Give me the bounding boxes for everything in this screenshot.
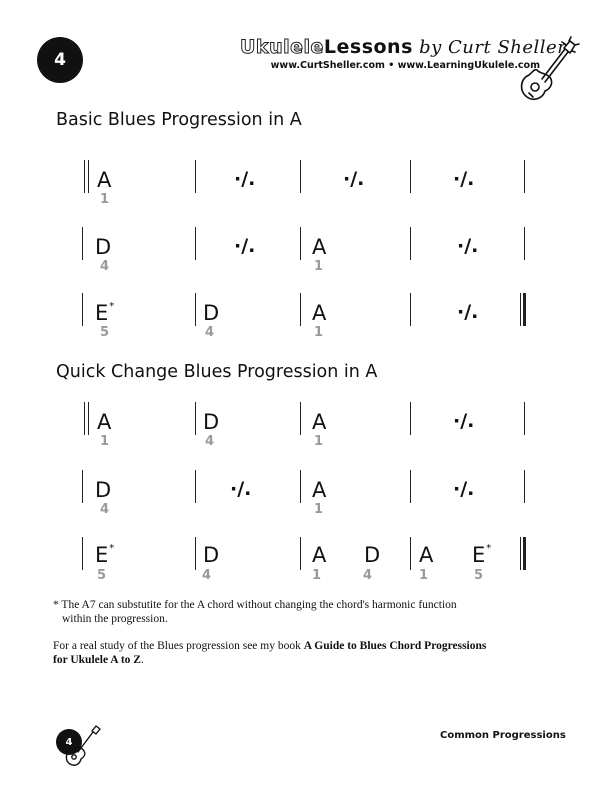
footnote — [53, 598, 563, 626]
footer-section-label: Common Progressions — [440, 730, 566, 741]
barline — [524, 470, 525, 503]
chord-number: 1 — [314, 259, 324, 274]
barline — [300, 402, 301, 435]
barline — [195, 160, 196, 193]
book-reference — [53, 639, 573, 667]
chord-number: 5 — [100, 325, 110, 340]
chord-a: A — [97, 410, 112, 434]
barline — [524, 402, 525, 435]
barline — [410, 537, 411, 570]
barline — [82, 537, 83, 570]
barline — [195, 293, 196, 326]
section-title-quick-change: Quick Change Blues Progression in A — [56, 362, 378, 382]
barline — [300, 227, 301, 260]
barline — [300, 537, 301, 570]
chord-number: 4 — [205, 325, 215, 340]
ukulele-logo-icon — [515, 35, 581, 105]
barline — [524, 227, 525, 260]
chord-a: A — [312, 543, 327, 567]
brand-title — [240, 36, 567, 58]
double-barline — [84, 402, 89, 435]
barline — [195, 402, 196, 435]
chord-number: 1 — [100, 434, 110, 449]
repeat-sign: ·/. — [453, 410, 475, 432]
chord-d: D — [95, 478, 112, 502]
repeat-sign: ·/. — [343, 168, 365, 190]
brand-ukulele: Ukulele — [240, 36, 324, 58]
book-title-line-2: for Ukulele A to Z — [53, 654, 141, 666]
brand-author: by Curt Sheller — [412, 37, 567, 58]
chord-d: D — [95, 235, 112, 259]
footnote-line-2: within the progression. — [62, 613, 168, 625]
chord-number: 4 — [100, 259, 110, 274]
repeat-sign: ·/. — [234, 168, 256, 190]
book-title-line-1: A Guide to Blues Chord Progressions — [303, 640, 487, 652]
barline — [195, 227, 196, 260]
barline — [195, 537, 196, 570]
page-number: 4 — [54, 50, 66, 70]
chord-a: A — [312, 410, 327, 434]
barline — [82, 227, 83, 260]
chord-d: D — [203, 543, 220, 567]
chord-e-star: E* — [95, 543, 115, 567]
chord-a: A — [312, 301, 327, 325]
chord-d: D — [203, 410, 220, 434]
final-barline — [520, 537, 526, 570]
barline — [410, 402, 411, 435]
barline — [195, 470, 196, 503]
barline — [524, 160, 525, 193]
chord-a: A — [312, 478, 327, 502]
chord-a: A — [419, 543, 434, 567]
barline — [410, 293, 411, 326]
chord-number: 1 — [314, 434, 324, 449]
chord-number: 4 — [363, 568, 373, 583]
footer-page-number: 4 — [65, 736, 73, 748]
double-barline — [84, 160, 89, 193]
footer-page-badge — [56, 729, 82, 755]
chord-number: 4 — [205, 434, 215, 449]
barline — [300, 160, 301, 193]
book-reference-prefix: For a real study of the Blues progression see my book — [53, 640, 304, 652]
barline — [82, 470, 83, 503]
chord-number: 5 — [474, 568, 484, 583]
repeat-sign: ·/. — [457, 301, 479, 323]
chord-number: 1 — [100, 192, 110, 207]
repeat-sign: ·/. — [230, 478, 252, 500]
repeat-sign: ·/. — [453, 478, 475, 500]
chord-a: A — [312, 235, 327, 259]
repeat-sign: ·/. — [457, 235, 479, 257]
chord-a: A — [97, 168, 112, 192]
barline — [410, 470, 411, 503]
final-barline — [520, 293, 526, 326]
footnote-star: * — [53, 599, 59, 611]
brand-lessons: Lessons — [323, 36, 413, 58]
section-title-basic-blues: Basic Blues Progression in A — [56, 110, 302, 130]
chord-e-star: E* — [472, 543, 492, 567]
book-reference-suffix: . — [140, 654, 144, 666]
barline — [410, 227, 411, 260]
chord-d: D — [203, 301, 220, 325]
footnote-line-1: The A7 can substutite for the A chord without changing the chord's harmonic function — [58, 599, 457, 611]
chord-e-star: E* — [95, 301, 115, 325]
chord-number: 1 — [419, 568, 429, 583]
chord-d: D — [364, 543, 381, 567]
barline — [82, 293, 83, 326]
chord-number: 1 — [312, 568, 322, 583]
chord-number: 4 — [100, 502, 110, 517]
repeat-sign: ·/. — [453, 168, 475, 190]
barline — [300, 293, 301, 326]
barline — [300, 470, 301, 503]
page-number-badge — [37, 37, 83, 83]
barline — [410, 160, 411, 193]
repeat-sign: ·/. — [234, 235, 256, 257]
website-urls: www.CurtSheller.com • www.LearningUkulele.com — [270, 60, 540, 71]
chord-number: 1 — [314, 325, 324, 340]
chord-number: 5 — [97, 568, 107, 583]
chord-number: 1 — [314, 502, 324, 517]
chord-number: 4 — [202, 568, 212, 583]
